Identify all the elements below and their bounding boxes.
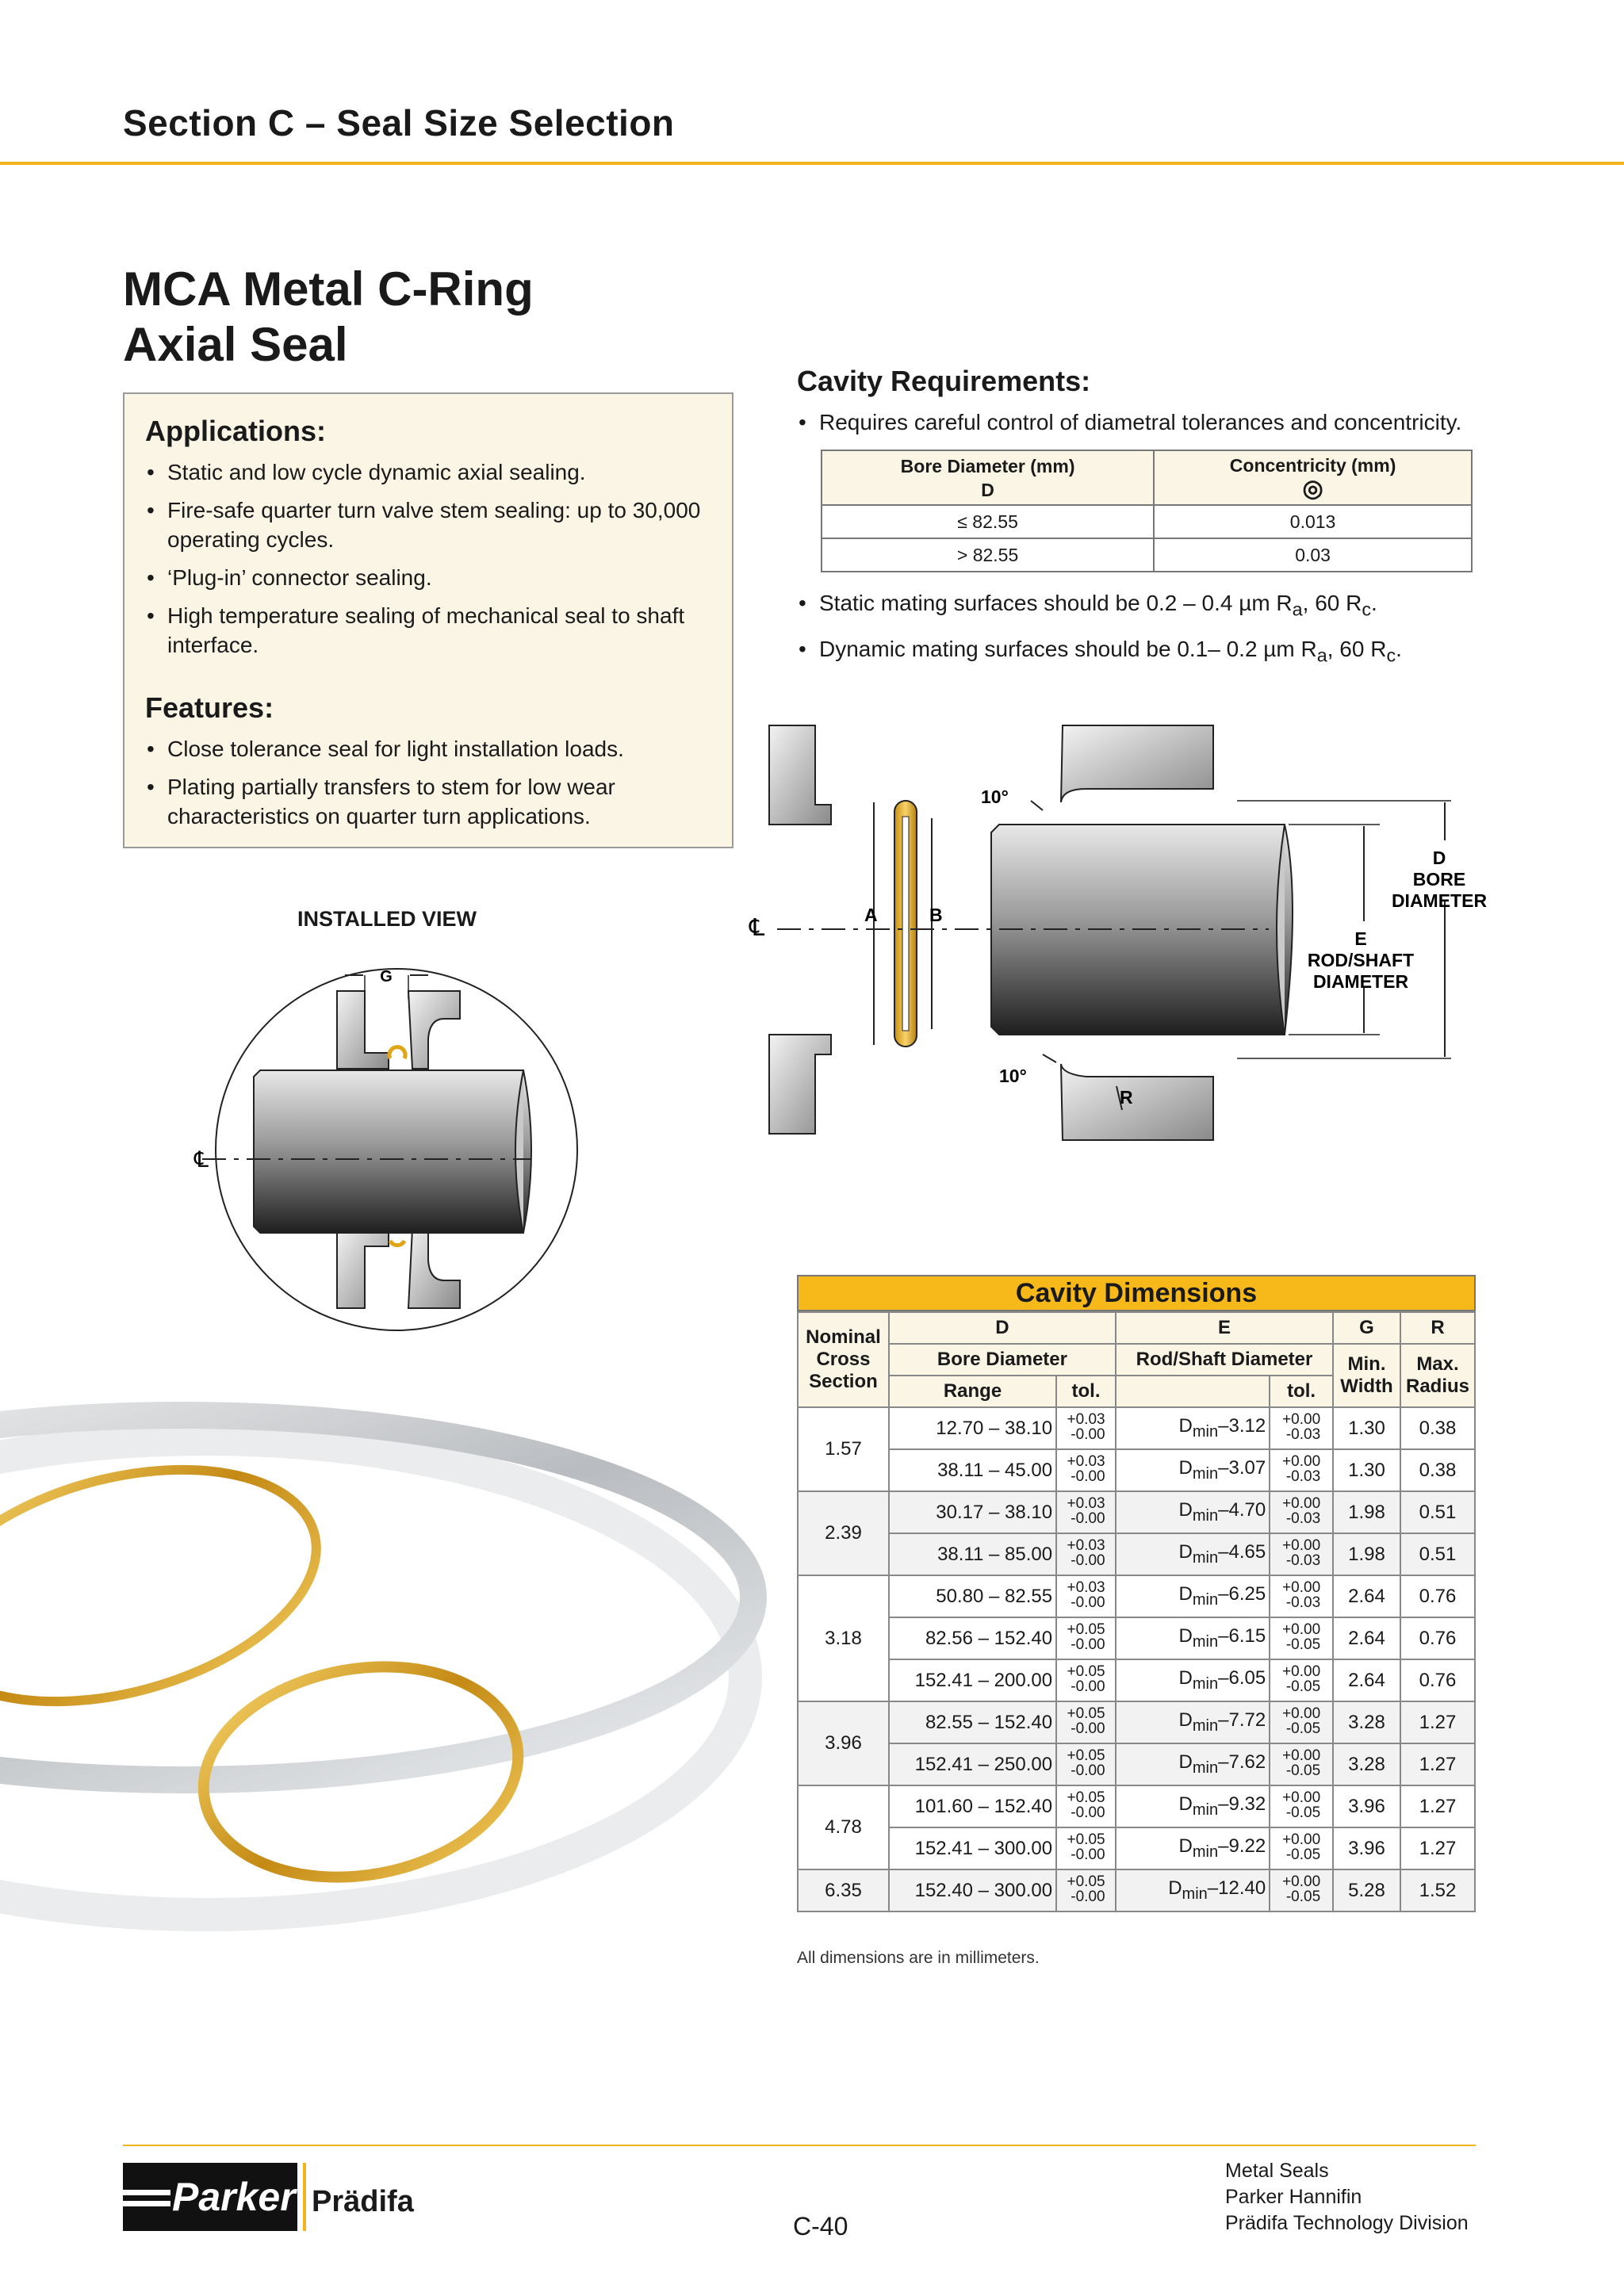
tol-plus: +0.05 bbox=[1067, 1789, 1105, 1806]
dmin-base: D bbox=[1168, 1877, 1182, 1900]
table-row bbox=[798, 1869, 1475, 1911]
dmin-sub: min bbox=[1182, 1885, 1208, 1903]
header-etol: tol. bbox=[1270, 1376, 1333, 1407]
dynamic-rest: , 60 R bbox=[1327, 636, 1387, 661]
parker-logo-text: Parker bbox=[172, 2175, 296, 2219]
d-label: D bbox=[1432, 848, 1446, 868]
dmin-sub: min bbox=[1192, 1716, 1219, 1735]
tol-minus: -0.00 bbox=[1071, 1888, 1105, 1905]
e-value: –9.32 bbox=[1218, 1793, 1266, 1816]
e-label: E bbox=[1354, 928, 1367, 949]
e-cell bbox=[1116, 1785, 1270, 1827]
e-value: –7.62 bbox=[1218, 1751, 1266, 1774]
tol-plus: +0.05 bbox=[1067, 1831, 1105, 1848]
g-cell: 3.28 bbox=[1333, 1701, 1400, 1743]
r-cell: 0.76 bbox=[1400, 1659, 1475, 1701]
header-max: Max. bbox=[1416, 1353, 1459, 1375]
tolerance-value bbox=[1067, 1412, 1105, 1442]
angle-bottom-label: 10° bbox=[999, 1066, 1027, 1086]
tol-plus: +0.03 bbox=[1067, 1453, 1105, 1470]
dmin-sub: min bbox=[1192, 1506, 1219, 1525]
tol-minus: -0.00 bbox=[1071, 1552, 1105, 1569]
dmin-sub: min bbox=[1192, 1758, 1219, 1777]
applications-box bbox=[123, 392, 733, 848]
tol-minus: -0.00 bbox=[1071, 1846, 1105, 1863]
e-tol-cell bbox=[1270, 1449, 1333, 1491]
d-tol-cell bbox=[1056, 1407, 1116, 1449]
list-item: • ‘Plug-in’ connector sealing. bbox=[145, 563, 711, 592]
tol-minus: -0.00 bbox=[1071, 1804, 1105, 1821]
e-tol-cell bbox=[1270, 1659, 1333, 1701]
e-tol-cell bbox=[1270, 1869, 1333, 1911]
e-label-line3: DIAMETER bbox=[1312, 971, 1409, 992]
tol-minus: -0.00 bbox=[1071, 1636, 1105, 1653]
dmin-sub: min bbox=[1192, 1632, 1219, 1651]
d-tol-cell bbox=[1056, 1449, 1116, 1491]
header-radius: Radius bbox=[1405, 1376, 1469, 1397]
a-label: A bbox=[864, 905, 878, 925]
dmin-sub: min bbox=[1192, 1800, 1219, 1819]
tol-minus: -0.05 bbox=[1285, 1678, 1321, 1695]
tol-plus: +0.03 bbox=[1067, 1411, 1105, 1428]
d-tol-cell bbox=[1056, 1617, 1116, 1659]
d-tol-cell bbox=[1056, 1575, 1116, 1617]
tol-plus: +0.00 bbox=[1282, 1873, 1321, 1890]
tol-minus: -0.03 bbox=[1285, 1594, 1321, 1611]
e-tol-cell bbox=[1270, 1701, 1333, 1743]
g-cell: 1.98 bbox=[1333, 1491, 1400, 1533]
g-cell: 5.28 bbox=[1333, 1869, 1400, 1911]
installed-view-label: INSTALLED VIEW bbox=[297, 907, 477, 931]
e-cell bbox=[1116, 1827, 1270, 1869]
tolerance-value bbox=[1067, 1706, 1105, 1736]
page-title-line2: Axial Seal bbox=[123, 318, 348, 371]
table-cell: > 82.55 bbox=[822, 538, 1154, 572]
tolerance-value bbox=[1282, 1412, 1320, 1442]
r-cell: 0.38 bbox=[1400, 1449, 1475, 1491]
e-cell bbox=[1116, 1575, 1270, 1617]
d-label-line2: BORE bbox=[1412, 869, 1466, 890]
header-width: Width bbox=[1340, 1376, 1393, 1397]
r-cell: 0.38 bbox=[1400, 1407, 1475, 1449]
g-cell: 3.28 bbox=[1333, 1743, 1400, 1785]
list-item: • Close tolerance seal for light installation loads. bbox=[145, 734, 711, 763]
tol-plus: +0.00 bbox=[1282, 1621, 1321, 1638]
d-label-line3: DIAMETER bbox=[1391, 890, 1488, 911]
table-row bbox=[798, 1701, 1475, 1743]
table-cell: 0.03 bbox=[1154, 538, 1472, 572]
tol-minus: -0.05 bbox=[1285, 1720, 1321, 1737]
tol-minus: -0.00 bbox=[1071, 1762, 1105, 1779]
e-cell bbox=[1116, 1869, 1270, 1911]
dmin-base: D bbox=[1178, 1415, 1193, 1437]
g-cell: 1.30 bbox=[1333, 1449, 1400, 1491]
e-cell bbox=[1116, 1533, 1270, 1575]
tol-plus: +0.00 bbox=[1282, 1831, 1321, 1848]
dmin-sub: min bbox=[1192, 1590, 1219, 1609]
page-number: C-40 bbox=[793, 2212, 848, 2241]
footer-line3: Prädifa Technology Division bbox=[1225, 2212, 1469, 2234]
concentricity-table bbox=[821, 450, 1473, 572]
dynamic-sub: a bbox=[1316, 645, 1327, 666]
e-cell bbox=[1116, 1617, 1270, 1659]
e-value: –7.72 bbox=[1218, 1709, 1266, 1732]
tol-minus: -0.05 bbox=[1285, 1804, 1321, 1821]
tolerance-value bbox=[1067, 1664, 1105, 1694]
conc-header-bore-text: Bore Diameter (mm) bbox=[900, 455, 1075, 476]
header-nominal-2: Cross bbox=[816, 1349, 871, 1370]
range-cell: 30.17 – 38.10 bbox=[889, 1491, 1056, 1533]
cavity-req-list bbox=[797, 408, 1511, 446]
tol-minus: -0.03 bbox=[1285, 1468, 1321, 1485]
concentricity-icon: ◎ bbox=[1302, 476, 1323, 502]
conc-header-conc bbox=[1154, 450, 1472, 505]
table-row bbox=[798, 1575, 1475, 1617]
d-tol-cell bbox=[1056, 1659, 1116, 1701]
tolerance-value bbox=[1282, 1454, 1320, 1484]
header-nominal bbox=[798, 1312, 889, 1407]
dmin-base: D bbox=[1178, 1625, 1193, 1647]
list-item bbox=[797, 634, 1511, 671]
footer-info bbox=[1225, 2158, 1469, 2237]
header-e-blank bbox=[1116, 1376, 1270, 1407]
d-tol-cell bbox=[1056, 1743, 1116, 1785]
footer-line2: Parker Hannifin bbox=[1225, 2186, 1362, 2208]
range-cell: 82.56 – 152.40 bbox=[889, 1617, 1056, 1659]
static-sub: a bbox=[1292, 599, 1303, 620]
tolerance-value bbox=[1282, 1832, 1320, 1862]
tolerance-value bbox=[1067, 1874, 1105, 1904]
header-nominal-1: Nominal bbox=[806, 1326, 881, 1348]
range-cell: 152.41 – 250.00 bbox=[889, 1743, 1056, 1785]
g-cell: 2.64 bbox=[1333, 1659, 1400, 1701]
g-cell: 2.64 bbox=[1333, 1575, 1400, 1617]
tol-plus: +0.03 bbox=[1067, 1579, 1105, 1596]
header-rule bbox=[0, 162, 1624, 165]
dynamic-end: . bbox=[1396, 636, 1402, 661]
g-cell: 1.30 bbox=[1333, 1407, 1400, 1449]
range-cell: 152.41 – 300.00 bbox=[889, 1827, 1056, 1869]
applications-heading: Applications: bbox=[145, 415, 327, 447]
d-tol-cell bbox=[1056, 1491, 1116, 1533]
e-value: –4.70 bbox=[1218, 1499, 1266, 1521]
e-cell bbox=[1116, 1743, 1270, 1785]
tol-minus: -0.03 bbox=[1285, 1552, 1321, 1569]
r-cell: 1.52 bbox=[1400, 1869, 1475, 1911]
e-value: –3.12 bbox=[1218, 1415, 1266, 1437]
tol-minus: -0.05 bbox=[1285, 1762, 1321, 1779]
page-title bbox=[123, 262, 534, 373]
tol-plus: +0.00 bbox=[1282, 1747, 1321, 1764]
tol-plus: +0.00 bbox=[1282, 1579, 1321, 1596]
range-cell: 101.60 – 152.40 bbox=[889, 1785, 1056, 1827]
table-row bbox=[798, 1659, 1475, 1701]
list-item: • Static and low cycle dynamic axial sealing. bbox=[145, 457, 711, 487]
table-cell: 0.013 bbox=[1154, 505, 1472, 538]
dynamic-text: Dynamic mating surfaces should be 0.1– 0.2 µm R bbox=[819, 636, 1317, 661]
range-cell: 38.11 – 85.00 bbox=[889, 1533, 1056, 1575]
tol-minus: -0.00 bbox=[1071, 1510, 1105, 1527]
cavity-heading: Cavity Requirements: bbox=[797, 365, 1091, 397]
e-label-line2: ROD/SHAFT bbox=[1307, 950, 1415, 970]
table-row bbox=[798, 1617, 1475, 1659]
conc-header-conc-text: Concentricity (mm) bbox=[1229, 455, 1396, 476]
tolerance-value bbox=[1282, 1622, 1320, 1652]
dimensions-note: All dimensions are in millimeters. bbox=[797, 1949, 1040, 1967]
parker-logo bbox=[123, 2163, 297, 2231]
tolerance-value bbox=[1067, 1580, 1105, 1610]
tol-plus: +0.00 bbox=[1282, 1537, 1321, 1554]
cross-section-cell: 1.57 bbox=[798, 1407, 889, 1491]
cavity-dimensions-table bbox=[797, 1311, 1476, 1912]
g-cell: 3.96 bbox=[1333, 1827, 1400, 1869]
header-range: Range bbox=[889, 1376, 1056, 1407]
table-row bbox=[822, 538, 1472, 572]
r-cell: 0.51 bbox=[1400, 1491, 1475, 1533]
d-tol-cell bbox=[1056, 1533, 1116, 1575]
cross-section-cell: 3.96 bbox=[798, 1701, 889, 1785]
tol-plus: +0.05 bbox=[1067, 1747, 1105, 1764]
conc-header-bore bbox=[822, 450, 1154, 505]
table-cell: ≤ 82.55 bbox=[822, 505, 1154, 538]
e-value: –6.15 bbox=[1218, 1625, 1266, 1647]
static-rc: c bbox=[1362, 599, 1372, 620]
dmin-sub: min bbox=[1192, 1464, 1219, 1483]
dmin-base: D bbox=[1178, 1835, 1193, 1858]
list-item: • Fire-safe quarter turn valve stem sealing: up to 30,000 operating cycles. bbox=[145, 496, 711, 554]
d-tol-cell bbox=[1056, 1701, 1116, 1743]
table-row bbox=[798, 1743, 1475, 1785]
dmin-base: D bbox=[1178, 1457, 1193, 1479]
e-cell bbox=[1116, 1701, 1270, 1743]
list-item: • Requires careful control of diametral tolerances and concentricity. bbox=[797, 408, 1511, 437]
tolerance-value bbox=[1282, 1580, 1320, 1610]
header-nominal-3: Section bbox=[809, 1371, 878, 1392]
e-cell bbox=[1116, 1491, 1270, 1533]
installed-centerline-icon: ℄ bbox=[194, 1147, 209, 1172]
applications-list bbox=[145, 457, 711, 660]
tol-plus: +0.00 bbox=[1282, 1705, 1321, 1722]
tolerance-value bbox=[1067, 1622, 1105, 1652]
surface-list bbox=[797, 588, 1511, 679]
g-cell: 2.64 bbox=[1333, 1617, 1400, 1659]
tolerance-value bbox=[1282, 1790, 1320, 1820]
header-r-sub bbox=[1400, 1344, 1475, 1407]
angle-top-label: 10° bbox=[981, 786, 1009, 807]
tolerance-value bbox=[1067, 1790, 1105, 1820]
range-cell: 152.41 – 200.00 bbox=[889, 1659, 1056, 1701]
tolerance-value bbox=[1282, 1538, 1320, 1568]
footer-rule bbox=[123, 2145, 1476, 2146]
r-cell: 0.51 bbox=[1400, 1533, 1475, 1575]
centerline-icon: ℄ bbox=[749, 915, 765, 941]
dmin-base: D bbox=[1178, 1499, 1193, 1521]
table-row bbox=[798, 1491, 1475, 1533]
features-list bbox=[145, 734, 711, 831]
r-cell: 1.27 bbox=[1400, 1701, 1475, 1743]
tol-plus: +0.05 bbox=[1067, 1873, 1105, 1890]
dmin-sub: min bbox=[1192, 1422, 1219, 1441]
g-cell: 3.96 bbox=[1333, 1785, 1400, 1827]
tol-plus: +0.00 bbox=[1282, 1411, 1321, 1428]
r-cell: 1.27 bbox=[1400, 1743, 1475, 1785]
header-g: G bbox=[1333, 1312, 1400, 1344]
tolerance-value bbox=[1282, 1496, 1320, 1526]
tolerance-value bbox=[1067, 1748, 1105, 1778]
tol-minus: -0.03 bbox=[1285, 1426, 1321, 1443]
e-tol-cell bbox=[1270, 1617, 1333, 1659]
header-d: D bbox=[889, 1312, 1116, 1344]
dmin-base: D bbox=[1178, 1541, 1193, 1563]
tolerance-value bbox=[1282, 1874, 1320, 1904]
e-tol-cell bbox=[1270, 1533, 1333, 1575]
conc-header-bore-symbol: D bbox=[981, 479, 994, 500]
r-cell: 1.27 bbox=[1400, 1785, 1475, 1827]
cavity-diagram bbox=[749, 714, 1488, 1150]
tolerance-value bbox=[1067, 1496, 1105, 1526]
static-end: . bbox=[1371, 591, 1377, 615]
table-row bbox=[798, 1533, 1475, 1575]
ring-photo bbox=[0, 1439, 793, 2042]
dmin-base: D bbox=[1178, 1751, 1193, 1774]
tol-minus: -0.05 bbox=[1285, 1846, 1321, 1863]
e-value: –12.40 bbox=[1207, 1877, 1266, 1900]
cross-section-cell: 6.35 bbox=[798, 1869, 889, 1911]
g-label: G bbox=[380, 968, 393, 985]
table-row bbox=[798, 1785, 1475, 1827]
section-title: Section C – Seal Size Selection bbox=[123, 102, 675, 144]
header-bore: Bore Diameter bbox=[889, 1344, 1116, 1376]
tol-minus: -0.00 bbox=[1071, 1426, 1105, 1443]
dmin-base: D bbox=[1178, 1583, 1193, 1605]
e-tol-cell bbox=[1270, 1827, 1333, 1869]
b-label: B bbox=[929, 905, 943, 925]
e-tol-cell bbox=[1270, 1407, 1333, 1449]
tolerance-value bbox=[1067, 1538, 1105, 1568]
dmin-base: D bbox=[1178, 1793, 1193, 1816]
tol-plus: +0.03 bbox=[1067, 1495, 1105, 1512]
header-min: Min. bbox=[1347, 1353, 1386, 1375]
d-tol-cell bbox=[1056, 1869, 1116, 1911]
installed-view-diagram bbox=[182, 943, 611, 1340]
pradifa-logo-text: Prädifa bbox=[312, 2185, 414, 2218]
tol-plus: +0.05 bbox=[1067, 1663, 1105, 1680]
e-cell bbox=[1116, 1407, 1270, 1449]
tolerance-value bbox=[1282, 1748, 1320, 1778]
list-item: • Plating partially transfers to stem for low wear characteristics on quarter turn applications. bbox=[145, 772, 711, 831]
tolerance-value bbox=[1282, 1664, 1320, 1694]
d-tol-cell bbox=[1056, 1785, 1116, 1827]
e-value: –3.07 bbox=[1218, 1457, 1266, 1479]
tolerance-value bbox=[1067, 1832, 1105, 1862]
tol-plus: +0.00 bbox=[1282, 1453, 1321, 1470]
r-label: R bbox=[1120, 1087, 1133, 1108]
dmin-base: D bbox=[1178, 1709, 1193, 1732]
dynamic-rc: c bbox=[1386, 645, 1396, 666]
r-cell: 0.76 bbox=[1400, 1575, 1475, 1617]
dmin-sub: min bbox=[1192, 1843, 1219, 1861]
header-e: E bbox=[1116, 1312, 1333, 1344]
tol-minus: -0.00 bbox=[1071, 1678, 1105, 1695]
r-cell: 0.76 bbox=[1400, 1617, 1475, 1659]
table-row bbox=[798, 1449, 1475, 1491]
cross-section-cell: 4.78 bbox=[798, 1785, 889, 1869]
tol-minus: -0.05 bbox=[1285, 1888, 1321, 1905]
range-cell: 50.80 – 82.55 bbox=[889, 1575, 1056, 1617]
e-tol-cell bbox=[1270, 1743, 1333, 1785]
static-text: Static mating surfaces should be 0.2 – 0.4 µm R bbox=[819, 591, 1293, 615]
header-dtol: tol. bbox=[1056, 1376, 1116, 1407]
e-value: –4.65 bbox=[1218, 1541, 1266, 1563]
range-cell: 12.70 – 38.10 bbox=[889, 1407, 1056, 1449]
e-tol-cell bbox=[1270, 1575, 1333, 1617]
cross-section-cell: 2.39 bbox=[798, 1491, 889, 1575]
tol-plus: +0.00 bbox=[1282, 1663, 1321, 1680]
features-heading: Features: bbox=[145, 691, 274, 724]
table-row bbox=[798, 1407, 1475, 1449]
tol-minus: -0.00 bbox=[1071, 1594, 1105, 1611]
cavity-dimensions-title: Cavity Dimensions bbox=[797, 1275, 1476, 1311]
g-cell: 1.98 bbox=[1333, 1533, 1400, 1575]
tol-minus: -0.00 bbox=[1071, 1720, 1105, 1737]
e-tol-cell bbox=[1270, 1785, 1333, 1827]
tol-plus: +0.05 bbox=[1067, 1705, 1105, 1722]
header-g-sub bbox=[1333, 1344, 1400, 1407]
tol-minus: -0.00 bbox=[1071, 1468, 1105, 1485]
cross-section-cell: 3.18 bbox=[798, 1575, 889, 1701]
d-tol-cell bbox=[1056, 1827, 1116, 1869]
tol-plus: +0.00 bbox=[1282, 1789, 1321, 1806]
tol-minus: -0.05 bbox=[1285, 1636, 1321, 1653]
header-r: R bbox=[1400, 1312, 1475, 1344]
r-cell: 1.27 bbox=[1400, 1827, 1475, 1869]
tol-plus: +0.03 bbox=[1067, 1537, 1105, 1554]
footer-line1: Metal Seals bbox=[1225, 2160, 1329, 2182]
table-row bbox=[822, 505, 1472, 538]
range-cell: 38.11 – 45.00 bbox=[889, 1449, 1056, 1491]
e-value: –6.05 bbox=[1218, 1667, 1266, 1689]
tolerance-value bbox=[1282, 1706, 1320, 1736]
e-tol-cell bbox=[1270, 1491, 1333, 1533]
range-cell: 82.55 – 152.40 bbox=[889, 1701, 1056, 1743]
e-cell bbox=[1116, 1449, 1270, 1491]
list-item bbox=[797, 588, 1511, 625]
tol-minus: -0.03 bbox=[1285, 1510, 1321, 1527]
tolerance-value bbox=[1067, 1454, 1105, 1484]
e-cell bbox=[1116, 1659, 1270, 1701]
header-rod: Rod/Shaft Diameter bbox=[1116, 1344, 1333, 1376]
e-value: –6.25 bbox=[1218, 1583, 1266, 1605]
tol-plus: +0.05 bbox=[1067, 1621, 1105, 1638]
logo-divider bbox=[303, 2163, 306, 2231]
dmin-base: D bbox=[1178, 1667, 1193, 1689]
list-item: • High temperature sealing of mechanical seal to shaft interface. bbox=[145, 601, 711, 660]
e-value: –9.22 bbox=[1218, 1835, 1266, 1858]
tol-plus: +0.00 bbox=[1282, 1495, 1321, 1512]
dmin-sub: min bbox=[1192, 1548, 1219, 1567]
table-row bbox=[798, 1827, 1475, 1869]
static-rest: , 60 R bbox=[1302, 591, 1362, 615]
page-title-line1: MCA Metal C-Ring bbox=[123, 262, 534, 316]
dmin-sub: min bbox=[1192, 1674, 1219, 1693]
range-cell: 152.40 – 300.00 bbox=[889, 1869, 1056, 1911]
